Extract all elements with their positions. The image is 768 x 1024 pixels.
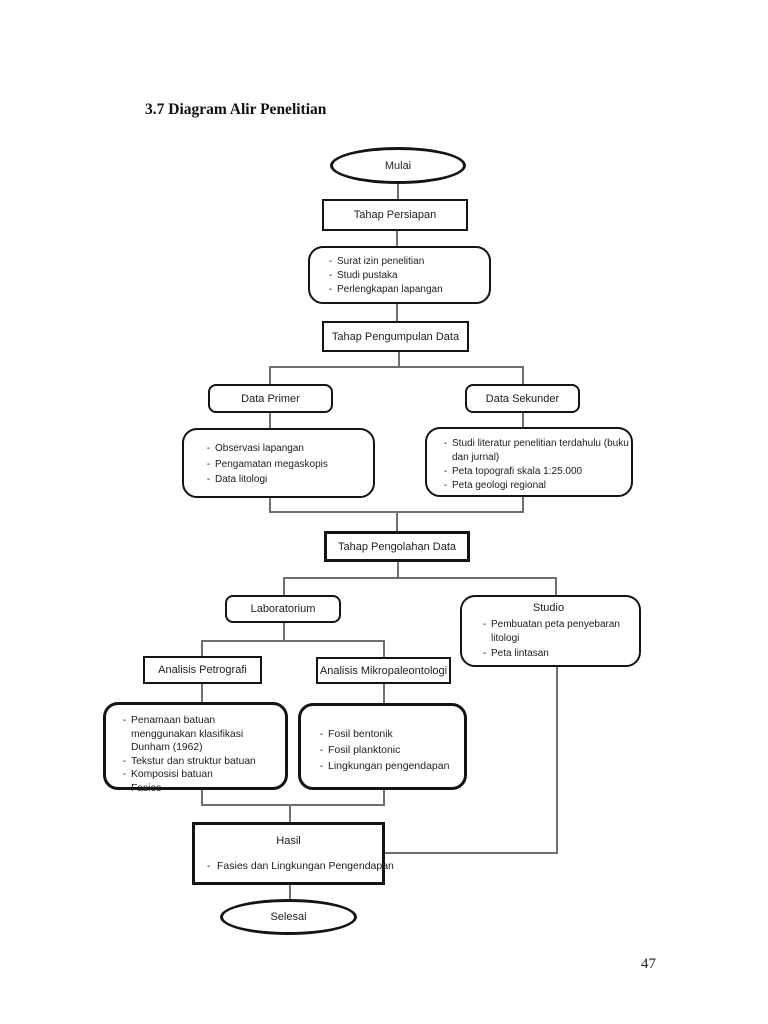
connector-branch-studio: [555, 577, 557, 595]
bullet-dash: -: [328, 270, 333, 281]
detail-persiapan: [308, 246, 491, 304]
list-item-text: Fasies: [131, 782, 162, 794]
node-laboratorium: [225, 595, 341, 623]
node-studio-label: Studio: [532, 602, 565, 614]
connector-mikro-list: [383, 684, 385, 703]
list-item-text: Fosil bentonik: [328, 728, 393, 740]
list-item: [118, 714, 281, 755]
bullet-dash: -: [319, 744, 324, 756]
list-item-text: Pembuatan peta penyebaran litologi: [491, 618, 620, 644]
list-item-text: Data litologi: [215, 474, 268, 485]
list-item-text: Fasies dan Lingkungan Pengendapan: [217, 860, 394, 872]
bullet-dash: -: [482, 618, 487, 630]
list-item-text: Observasi lapangan: [215, 443, 304, 454]
page-number: 47: [641, 956, 656, 972]
list-item: [315, 726, 462, 742]
node-data-sekunder: [465, 384, 580, 413]
list-item-text: Studi pustaka: [337, 270, 398, 281]
list-item-text: Peta lintasan: [491, 647, 549, 659]
detail-analisis-mikropaleontologi: [298, 703, 467, 790]
connector-primer-list: [269, 413, 271, 428]
connector-branch-sekunder: [522, 366, 524, 385]
list-item-text: Penamaan batuan menggunakan klasifikasi Dunham (1962): [131, 715, 244, 753]
node-data-primer: [208, 384, 333, 413]
bullet-dash: -: [122, 715, 127, 726]
list-item: [202, 472, 369, 488]
bullet-dash: -: [443, 480, 448, 491]
list-item: [439, 465, 629, 479]
list-item: [439, 437, 629, 465]
connector-persiapan-list: [396, 231, 398, 246]
list-item: [202, 457, 369, 473]
list-item-text: Pengamatan megaskopis: [215, 458, 328, 470]
terminator-selesai: [220, 899, 357, 935]
detail-data-sekunder: [425, 427, 633, 497]
connector-pengumpulan-branch: [398, 352, 400, 366]
process-analisis-mikropaleontologi: [316, 657, 451, 684]
list-item: [118, 768, 281, 782]
branch-laboratorium: [201, 640, 385, 642]
connector-pengolahan-branch: [397, 562, 399, 577]
bullet-dash: -: [328, 256, 333, 267]
list-item: [324, 269, 485, 283]
connector-branch-mikro: [383, 640, 385, 657]
list-item: [462, 618, 635, 647]
terminator-mulai-label: Mulai: [384, 159, 412, 172]
bullet-dash: -: [482, 647, 487, 659]
process-tahap-pengumpulan-data: [322, 321, 469, 352]
list-item: [324, 283, 485, 297]
list-item-text: Studi literatur penelitian terdahulu (buku dan jurnal): [452, 438, 629, 463]
bullet-dash: -: [122, 755, 127, 767]
bullet-dash: -: [207, 860, 211, 872]
process-tahap-pengumpulan-data-label: Tahap Pengumpulan Data: [331, 330, 460, 343]
connector-merge-hasil: [289, 804, 291, 822]
node-data-primer-label: Data Primer: [241, 392, 300, 405]
bullet-dash: -: [206, 474, 211, 485]
list-item: [439, 479, 629, 493]
connector-merge-pengolahan: [396, 511, 398, 531]
connector-studio-hasil: [385, 852, 558, 854]
process-tahap-pengolahan-data: [324, 531, 470, 562]
connector-branch-primer: [269, 366, 271, 385]
process-hasil: [192, 822, 394, 885]
connector-start-persiapan: [397, 183, 399, 199]
process-analisis-mikropaleontologi-label: Analisis Mikropaleontologi: [319, 664, 448, 677]
node-studio: [460, 595, 641, 667]
list-item-text: Peta topografi skala 1:25.000: [452, 466, 583, 477]
connector-studio-down: [556, 667, 558, 854]
merge-hasil: [201, 804, 385, 806]
connector-branch-petrografi: [201, 640, 203, 656]
process-tahap-persiapan: [322, 199, 468, 231]
node-data-sekunder-label: Data Sekunder: [485, 392, 560, 405]
connector-laboratorium-branch: [283, 623, 285, 640]
list-item: [324, 255, 485, 269]
connector-branch-laboratorium: [283, 577, 285, 595]
bullet-dash: -: [319, 760, 324, 772]
detail-analisis-petrografi: [103, 702, 288, 794]
detail-data-primer: [182, 428, 375, 498]
connector-sekunder-list: [522, 413, 524, 427]
list-item: [315, 758, 462, 774]
bullet-dash: -: [319, 728, 324, 740]
list-item-text: Perlengkapan lapangan: [337, 284, 443, 295]
bullet-dash: -: [328, 284, 333, 295]
node-laboratorium-label: Laboratorium: [250, 603, 316, 615]
bullet-dash: -: [122, 769, 127, 780]
list-item-text: Komposisi batuan: [131, 769, 213, 780]
list-item: [118, 755, 281, 769]
bullet-dash: -: [206, 458, 211, 470]
list-item-text: Tekstur dan struktur batuan: [131, 755, 256, 767]
process-tahap-persiapan-label: Tahap Persiapan: [353, 209, 437, 221]
list-item-text: Fosil planktonic: [328, 744, 401, 756]
connector-petrografi-list: [201, 684, 203, 702]
bullet-dash: -: [206, 443, 211, 454]
process-analisis-petrografi-label: Analisis Petrografi: [158, 664, 247, 676]
section-title: 3.7 Diagram Alir Penelitian: [145, 101, 327, 118]
branch-pengumpulan: [269, 366, 524, 368]
list-item-text: Lingkungan pengendapan: [328, 760, 450, 772]
bullet-dash: -: [443, 466, 448, 477]
list-item: [118, 782, 281, 796]
process-tahap-pengolahan-data-label: Tahap Pengolahan Data: [337, 540, 457, 553]
list-item-text: Surat izin penelitian: [337, 256, 425, 267]
connector-hasil-end: [289, 885, 291, 899]
list-item: [462, 647, 635, 662]
list-item: [202, 441, 369, 457]
connector-list-pengumpulan: [396, 304, 398, 321]
bullet-dash: -: [122, 782, 127, 794]
process-hasil-label: Hasil: [276, 835, 301, 847]
terminator-mulai: [330, 147, 466, 184]
process-analisis-petrografi: [143, 656, 262, 684]
list-item-text: Peta geologi regional: [452, 480, 546, 491]
bullet-dash: -: [443, 438, 448, 449]
branch-pengolahan: [283, 577, 557, 579]
terminator-selesai-label: Selesai: [270, 911, 307, 923]
list-item: [207, 860, 394, 872]
list-item: [315, 742, 462, 758]
